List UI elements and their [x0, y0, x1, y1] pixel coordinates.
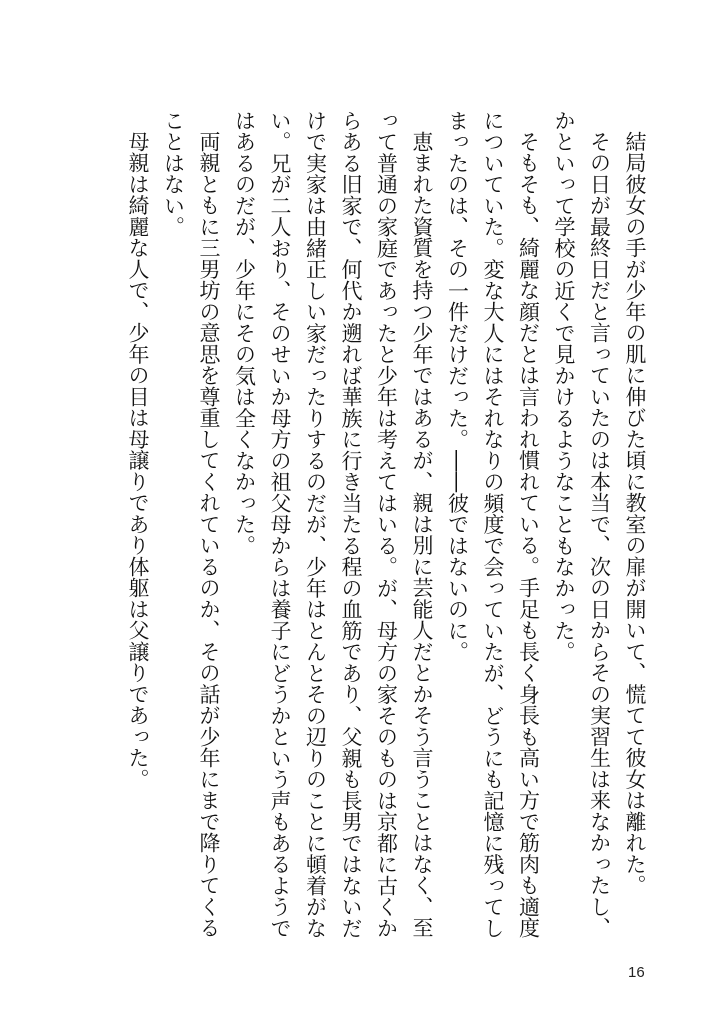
paragraph-1: 結局彼女の手が少年の肌に伸びた頃に教室の扉が開いて、慌てて彼女は離れた。: [623, 131, 647, 896]
page-number: 16: [628, 964, 645, 981]
paragraph-4: 恵まれた資質を持つ少年ではあるが、親は別に芸能人だとかそう言うことはなく、至って普通の家庭であったと少年は考えてはいる。が、母方の家そのものは京都に古くからある旧家で、何代か遡れば華族に行き当たる程の血筋であり、父親も長男ではないだけで実家は由緒正しい家だったりするのだが、少年はとんとその辺りのことに頓着がない。兄が二人おり、そのせいか母方の祖父母からは養子にどうかという声もあるようではあるのだが、少年にその気は全くなかった。: [232, 110, 434, 939]
vertical-text-body: [52, 110, 652, 942]
paragraph-3: そもそも、綺麗な顔だとは言われ慣れている。手足も長く身長も高い方で筋肉も適度についていた。変な大人にはそれなりの頻度で会っていたが、どうにも記憶に残ってしまったのは、その一件だけだった。――彼ではないのに。: [445, 110, 541, 939]
paragraph-6: 母親は綺麗な人で、少年の目は母譲りであり体躯は父譲りであった。: [126, 131, 150, 790]
paragraph-2: その日が最終日だと言っていたのは本当で、次の日からその実習生は来なかったし、かといって学校の近くで見かけるようなこともなかった。: [552, 110, 612, 939]
paragraph-5: 両親ともに三男坊の意思を尊重してくれているのか、その話が少年にまで降りてくることはない。: [161, 110, 221, 939]
